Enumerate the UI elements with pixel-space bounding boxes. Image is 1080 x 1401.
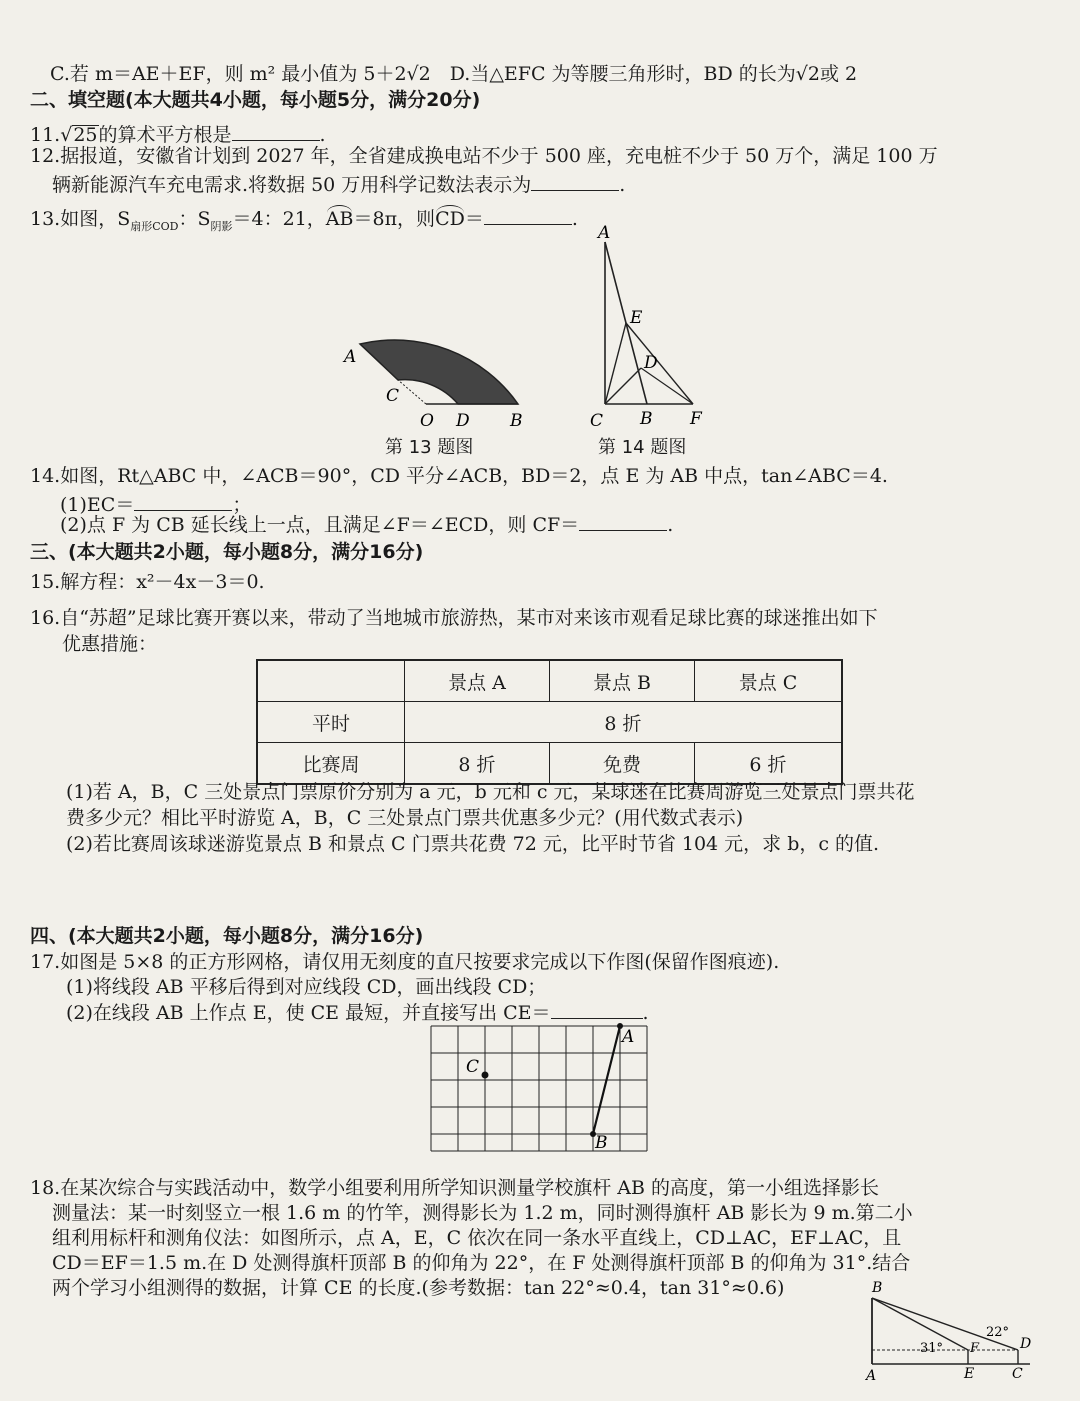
q12-answer-blank[interactable] <box>531 172 619 191</box>
q13-part: 13.如图，S <box>30 208 131 230</box>
q13-part: ＝ <box>464 208 484 230</box>
fig14-cd <box>605 368 641 404</box>
fig17-label-b: B <box>595 1133 608 1153</box>
shaded-annular-sector <box>360 340 518 404</box>
q10-options-cd: C.若 m＝AE＋EF，则 m² 最小值为 5＋2√2 D.当△EFC 为等腰三角形时，BD 的长为√2或 2 <box>50 63 858 85</box>
question-12-line2: 辆新能源汽车充电需求.将数据 50 万用科学记数法表示为 . <box>52 174 626 196</box>
question-18-line4: CD＝EF＝1.5 m.在 D 处测得旗杆顶部 B 的仰角为 22°，在 F 处测得旗杆顶部 B 的仰角为 31°.结合 <box>52 1252 911 1274</box>
question-12-line1: 12.据报道，安徽省计划到 2027 年，全省建成换电站不少于 500 座，充电桩不少于 50 万个，满足 100 万 <box>30 145 938 167</box>
q13-part: ＝4：21， <box>232 208 326 230</box>
q13-arc-ab: AB <box>325 208 354 230</box>
question-18-line3: 组利用标杆和测角仪法：如图所示，点 A，E，C 依次在同一条水平直线上，CD⊥AC，EF⊥AC，且 <box>52 1227 902 1249</box>
table-header-cell: 景点 C <box>695 660 843 702</box>
fig13-label-o: O <box>420 411 434 431</box>
table-row-label: 平时 <box>257 702 405 743</box>
table-header-row <box>257 660 842 702</box>
table-cell: 6 折 <box>695 743 843 785</box>
fig14-ce <box>605 323 626 404</box>
table-cell: 8 折 <box>405 743 550 785</box>
q14-1-text: (1)EC＝ <box>60 494 135 516</box>
question-16-line2: 优惠措施： <box>62 633 158 655</box>
q17-2-text: (2)在线段 AB 上作点 E，使 CE 最短，并直接写出 CE＝ <box>66 1002 551 1024</box>
question-18-line1: 18.在某次综合与实践活动中，数学小组要利用所学知识测量学校旗杆 AB 的高度，第一小组选择影长 <box>30 1177 879 1199</box>
fig18-angle-22: 22° <box>986 1325 1010 1340</box>
figure-14-caption: 第 14 题图 <box>598 437 687 458</box>
section-2-heading: 二、填空题(本大题共4小题，每小题5分，满分20分) <box>30 89 481 111</box>
q13-arc-cd: CD <box>435 208 465 230</box>
fig14-label-c: C <box>590 411 604 431</box>
fig17-label-a: A <box>622 1027 635 1047</box>
table-cell: 免费 <box>550 743 695 785</box>
question-14-part2: (2)点 F 为 CB 延长线上一点，且满足∠F＝∠ECD，则 CF＝ . <box>60 514 674 536</box>
discount-table <box>256 659 843 785</box>
fig13-label-d: D <box>456 411 470 431</box>
question-17-part2: (2)在线段 AB 上作点 E，使 CE 最短，并直接写出 CE＝ . <box>66 1002 649 1024</box>
table-header-cell <box>257 660 405 702</box>
figure-18 <box>860 1278 1040 1386</box>
q11-radicand: 25 <box>73 124 98 146</box>
figure-13 <box>330 300 550 435</box>
question-16-part1-line2: 费多少元？相比平时游览 A，B，C 三处景点门票共优惠多少元？(用代数式表示) <box>66 807 744 829</box>
q14-1-answer-blank[interactable] <box>134 492 232 511</box>
question-14-part1: (1)EC＝ ； <box>60 494 252 516</box>
question-17: 17.如图是 5×8 的正方形网格，请仅用无刻度的直尺按要求完成以下作图(保留作图痕迹). <box>30 951 780 973</box>
q13-sub-sector: 扇形COD <box>130 219 179 233</box>
fig18-angle-31: 31° <box>920 1341 944 1356</box>
fig18-label-c: C <box>1012 1366 1023 1382</box>
q14-2-answer-blank[interactable] <box>579 512 667 531</box>
table-row <box>257 702 842 743</box>
question-13: 13.如图，$S_{扇形COD}$：$S_{阴影}=4$：21，AB＝8π，则CD＝ . <box>30 208 578 233</box>
table-header-cell: 景点 A <box>405 660 550 702</box>
question-14: 14.如图，Rt△ABC 中，∠ACB＝90°，CD 平分∠ACB，BD＝2，点 E 为 AB 中点，tan∠ABC＝4. <box>30 465 888 487</box>
figure-13-caption: 第 13 题图 <box>385 437 474 458</box>
question-11: 11.√25的算术平方根是 . <box>30 124 326 146</box>
figure-14 <box>580 222 710 432</box>
question-16-part1-line1: (1)若 A，B，C 三处景点门票原价分别为 a 元，b 元和 c 元，某球迷在比赛周游览三处景点门票共花 <box>66 781 915 803</box>
q13-sub-shadow: 阴影 <box>210 219 233 233</box>
q13-answer-blank[interactable] <box>484 206 572 225</box>
fig14-label-a: A <box>598 223 611 243</box>
fig14-label-e: E <box>630 308 643 328</box>
sight-bd <box>872 1298 1018 1350</box>
fig14-label-d: D <box>644 353 658 373</box>
q13-part: ＝8π，则 <box>353 208 436 230</box>
fig18-label-a: A <box>866 1368 877 1384</box>
question-16-part2: (2)若比赛周该球迷游览景点 B 和景点 C 门票共花费 72 元，比平时节省 104 元，求 b，c 的值. <box>66 833 880 855</box>
fig18-label-d: D <box>1020 1336 1032 1352</box>
question-18-line5: 两个学习小组测得的数据，计算 CE 的长度.(参考数据：tan 22°≈0.4，tan 31°≈0.6) <box>52 1277 785 1299</box>
point-c <box>482 1072 489 1079</box>
table-cell-merged: 8 折 <box>405 702 843 743</box>
q11-text: 的算术平方根是 <box>98 124 232 146</box>
question-18-line2: 测量法：某一时刻竖立一根 1.6 m 的竹竿，测得影长为 1.2 m，同时测得旗杆 AB 影长为 9 m.第二小 <box>52 1202 913 1224</box>
fig13-label-b: B <box>510 411 523 431</box>
fig18-label-e: E <box>964 1366 975 1382</box>
q12-text: 辆新能源汽车充电需求.将数据 50 万用科学记数法表示为 <box>52 174 532 196</box>
fig13-label-a: A <box>344 347 357 367</box>
figure-17-grid <box>425 1020 660 1160</box>
section-4-heading: 四、(本大题共2小题，每小题8分，满分16分) <box>30 925 424 947</box>
q11-number: 11. <box>30 124 61 146</box>
fig17-label-c: C <box>466 1057 480 1077</box>
q14-2-text: (2)点 F 为 CB 延长线上一点，且满足∠F＝∠ECD，则 CF＝ <box>60 514 580 536</box>
question-15: 15.解方程：x²－4x－3＝0. <box>30 571 265 593</box>
fig14-label-f: F <box>690 409 702 429</box>
fig18-label-f: F <box>970 1341 980 1356</box>
q11-answer-blank[interactable] <box>232 122 320 141</box>
fig18-label-b: B <box>872 1280 883 1296</box>
fig14-label-b: B <box>640 409 653 429</box>
fig13-label-c: C <box>386 386 400 406</box>
section-3-heading: 三、(本大题共2小题，每小题8分，满分16分) <box>30 541 424 563</box>
q17-2-answer-blank[interactable] <box>551 1000 643 1019</box>
sqrt-symbol: √ <box>60 124 73 146</box>
table-row <box>257 743 842 785</box>
q13-part: ：S <box>178 208 211 230</box>
table-row-label: 比赛周 <box>257 743 405 785</box>
question-17-part1: (1)将线段 AB 平移后得到对应线段 CD，画出线段 CD； <box>66 976 547 998</box>
fig13-radius-oc <box>398 380 426 404</box>
question-16-line1: 16.自“苏超”足球比赛开赛以来，带动了当地城市旅游热，某市对来该市观看足球比赛的球迷推出如下 <box>30 607 878 629</box>
table-header-cell: 景点 B <box>550 660 695 702</box>
